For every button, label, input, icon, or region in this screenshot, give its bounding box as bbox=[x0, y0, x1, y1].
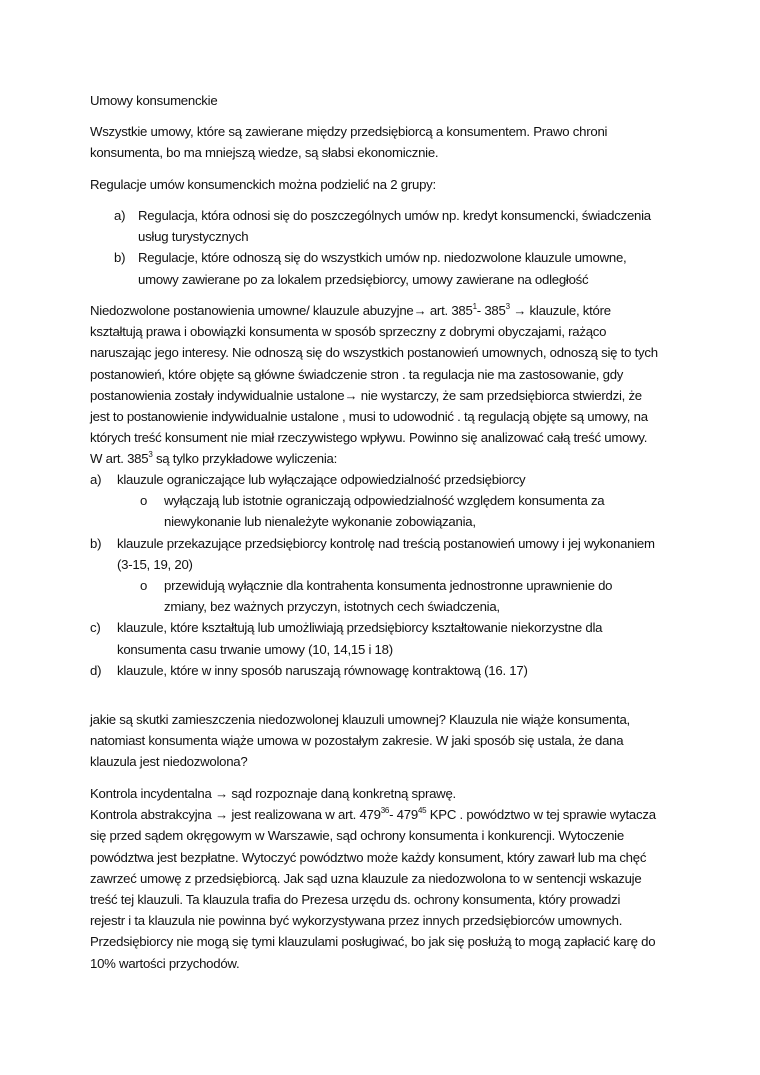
text-line bbox=[90, 385, 710, 406]
text-span: klauzule, które w inny sposób naruszają równowagę kontraktową (16. 17) bbox=[117, 662, 528, 678]
list-marker: o bbox=[140, 493, 148, 509]
text-line bbox=[90, 174, 710, 195]
text-span: Regulacje umów konsumenckich można podzielić na 2 grupy: bbox=[90, 177, 436, 192]
text-line bbox=[90, 511, 710, 532]
text-line bbox=[90, 342, 710, 363]
text-line bbox=[90, 931, 710, 952]
list-item bbox=[90, 617, 710, 638]
text-span: klauzule przekazujące przedsiębiorcy kontrolę nad treścią postanowień umowy i jej wykonaniem bbox=[117, 535, 655, 551]
list-marker: b) bbox=[114, 250, 126, 266]
text-span: jest to postanowienie indywidualnie ustalone , musi to udowodnić . tą regulacją objęte są umowy, na bbox=[90, 408, 648, 424]
text-span: jakie są skutki zamieszczenia niedozwolonej klauzuli umownej? Klauzula nie wiąże konsumenta, bbox=[90, 712, 630, 727]
text-line bbox=[90, 427, 710, 448]
text-span: natomiast konsumenta wiąże umowa w pozostałym zakresie. W jaki sposób się ustala, że dana bbox=[90, 733, 624, 749]
text-line bbox=[90, 364, 710, 385]
text-span: → klauzule, które bbox=[509, 303, 611, 318]
text-span: Regulacja, która odnosi się do poszczególnych umów np. kredyt konsumencki, świadczenia bbox=[138, 208, 651, 223]
superscript: 1 bbox=[472, 302, 477, 311]
text-span: zmiany, bez ważnych przyczyn, istotnych cech świadczenia, bbox=[164, 599, 500, 615]
text-line bbox=[90, 142, 710, 163]
text-span: W art. 385 bbox=[90, 451, 149, 467]
text-span: Umowy konsumenckie bbox=[90, 93, 218, 108]
text-span: klauzule, które kształtują lub umożliwiają przedsiębiorcy kształtowanie niekorzystne dla bbox=[117, 620, 603, 636]
text-span: kształtują prawa i obowiązki konsumenta w sposób sprzeczny z dobrymi obyczajami, rażąco bbox=[90, 324, 607, 340]
text-span: konsumenta, bo ma mniejszą wiedze, są słabsi ekonomicznie. bbox=[90, 145, 439, 161]
text-span: KPC . powództwo w tej sprawie wytacza bbox=[426, 807, 656, 823]
text-span: konsumenta casu trwanie umowy (10, 14,15 i 18) bbox=[117, 641, 393, 657]
text-line bbox=[90, 783, 710, 804]
text-span: się przed sądem okręgowym w Warszawie, sąd ochrony konsumenta i konkurencji. Wytoczenie bbox=[90, 828, 624, 844]
text-line bbox=[90, 300, 710, 321]
superscript: 3 bbox=[505, 302, 510, 311]
text-line bbox=[90, 847, 710, 868]
text-span: zawrzeć umowę z przedsiębiorcą. Jak sąd uzna klauzule za niedozwolona to w sentencji wskazuje bbox=[90, 870, 642, 886]
text-span: Kontrola incydentalna → sąd rozpoznaje daną konkretną sprawę. bbox=[90, 786, 456, 801]
text-line bbox=[90, 448, 710, 469]
text-span: 10% wartości przychodów. bbox=[90, 955, 240, 971]
text-line bbox=[90, 596, 710, 617]
text-span: Przedsiębiorcy nie mogą się tymi klauzulami posługiwać, bo jak się posłużą to mogą zapłacić karę do bbox=[90, 934, 656, 950]
text-line bbox=[90, 804, 710, 825]
paragraph bbox=[90, 121, 710, 163]
list-marker: b) bbox=[90, 535, 102, 551]
text-line bbox=[90, 709, 710, 730]
list-item bbox=[90, 533, 710, 554]
text-line bbox=[90, 269, 710, 290]
list-marker: a) bbox=[114, 208, 126, 223]
superscript: 36 bbox=[380, 806, 390, 816]
text-span: klauzula jest niedozwolona? bbox=[90, 754, 248, 770]
text-line bbox=[90, 825, 710, 846]
text-span: (3-15, 19, 20) bbox=[117, 556, 193, 572]
paragraph bbox=[90, 783, 710, 974]
text-line bbox=[90, 730, 710, 751]
text-line bbox=[90, 90, 710, 111]
text-span: niewykonanie lub nienależyte wykonanie zobowiązania, bbox=[164, 514, 476, 530]
paragraph bbox=[90, 205, 710, 290]
text-span: klauzule ograniczające lub wyłączające odpowiedzialność przedsiębiorcy bbox=[117, 472, 526, 487]
text-line bbox=[90, 406, 710, 427]
text-span: powództwa jest bezpłatne. Wytoczyć powództwo może każdy konsument, który zawarł lub ma chęć bbox=[90, 849, 647, 865]
text-line bbox=[90, 868, 710, 889]
list-item bbox=[90, 469, 710, 490]
list-item bbox=[90, 575, 710, 596]
text-line bbox=[90, 953, 710, 974]
text-span: których treść konsument nie miał rzeczywistego wpływu. Powinno się analizować całą treść umowy. bbox=[90, 430, 648, 446]
text-span: umowy zawierane po za lokalem przedsiębiorcy, umowy zawierane na odległość bbox=[138, 271, 589, 287]
text-line bbox=[90, 226, 710, 247]
paragraph bbox=[90, 300, 710, 470]
text-line bbox=[90, 639, 710, 660]
text-line bbox=[90, 321, 710, 342]
text-span: przewidują wyłącznie dla kontrahenta konsumenta jednostronne uprawnienie do bbox=[164, 577, 613, 593]
text-span: - 479 bbox=[389, 807, 418, 823]
text-span: usług turystycznych bbox=[138, 229, 249, 245]
list-item bbox=[90, 660, 710, 681]
text-span: rejestr i ta klauzula nie powinna być wykorzystywana przez innych przedsiębiorców umownych. bbox=[90, 913, 623, 929]
paragraph bbox=[90, 709, 710, 773]
text-span: Regulacje, które odnoszą się do wszystkich umów np. niedozwolone klauzule umowne, bbox=[138, 250, 627, 266]
text-span: Wszystkie umowy, które są zawierane między przedsiębiorcą a konsumentem. Prawo chroni bbox=[90, 124, 608, 139]
text-line bbox=[90, 121, 710, 142]
superscript: 45 bbox=[417, 806, 427, 816]
text-line bbox=[90, 751, 710, 772]
superscript: 3 bbox=[148, 450, 153, 460]
text-span: - 385 bbox=[476, 303, 506, 318]
text-span: postanowień, które objęte są główne świadczenie stron . ta regulacja nie ma zastosowanie, gdy bbox=[90, 366, 624, 382]
text-span: Niedozwolone postanowienia umowne/ klauzule abuzyjne→ art. 385 bbox=[90, 303, 473, 318]
text-span: Kontrola abstrakcyjna → jest realizowana w art. 479 bbox=[90, 807, 381, 823]
text-line bbox=[90, 554, 710, 575]
page-title bbox=[90, 90, 710, 111]
text-span: treść tej klauzuli. Ta klauzula trafia do Prezesa urzędu ds. ochrony konsumenta, który prowadzi bbox=[90, 891, 621, 907]
list-marker: o bbox=[140, 577, 148, 593]
text-line bbox=[90, 889, 710, 910]
text-span: są tylko przykładowe wyliczenia: bbox=[152, 451, 338, 467]
list-item bbox=[90, 490, 710, 511]
list-marker: c) bbox=[90, 620, 101, 636]
list-item bbox=[90, 205, 710, 226]
list-marker: d) bbox=[90, 662, 102, 678]
text-line bbox=[90, 910, 710, 931]
text-span: postanowienia zostały indywidualnie ustalone→ nie wystarczy, że sam przedsiębiorca stwierdzi, że bbox=[90, 387, 642, 403]
paragraph bbox=[90, 469, 710, 681]
text-span: wyłączają lub istotnie ograniczają odpowiedzialność względem konsumenta za bbox=[164, 493, 605, 509]
list-item bbox=[90, 247, 710, 268]
list-marker: a) bbox=[90, 472, 102, 487]
paragraph bbox=[90, 174, 710, 195]
text-span: naruszając jego interesy. Nie odnoszą się do wszystkich postanowień umownych, odnoszą się to tych bbox=[90, 345, 658, 361]
